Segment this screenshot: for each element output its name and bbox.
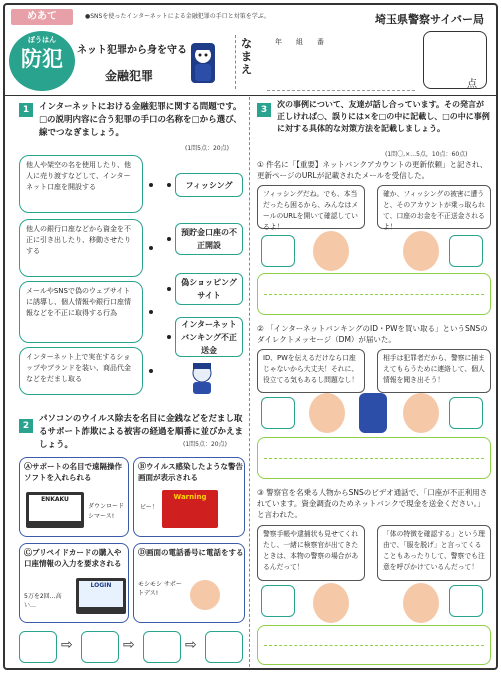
score-unit: 点 [467, 79, 477, 90]
answer-card-bank-transfer[interactable]: インターネットバンキング不正送金 [175, 317, 243, 357]
police-mascot-icon [359, 393, 387, 433]
case2-judge-box-left[interactable] [261, 397, 295, 429]
girl-icon [313, 231, 349, 271]
choice-d-text: Ⓓ画面の電話番号に電話をする [138, 548, 244, 557]
boy-icon [403, 393, 439, 433]
goal-tag: めあて [11, 9, 73, 25]
logo-text: 防犯 [21, 47, 63, 71]
answer-card-fake-shop[interactable]: 偽ショッピングサイト [175, 273, 243, 305]
order-box-4[interactable] [205, 631, 243, 663]
name-label: なまえ [241, 37, 252, 76]
connect-dot-right-1[interactable] [167, 183, 171, 187]
logo-ruby: ぼうはん [28, 36, 56, 44]
answer-line [264, 294, 484, 295]
choice-c-speech: 5万を2回…高い… [24, 593, 62, 609]
order-box-2[interactable] [81, 631, 119, 663]
choice-d-letter: Ⓓ [138, 548, 146, 557]
connect-dot-right-3[interactable] [167, 287, 171, 291]
score-box[interactable] [423, 31, 487, 89]
choice-a-letter: Ⓐ [24, 462, 32, 471]
case3-description: ③ 警察官を名乗る人物からSNSのビデオ通話で、「口座が不正利用されています。資金調査のためネットバンクで現金を送金ください。」と言われた。 [257, 488, 488, 519]
section1-number: 1 [19, 103, 33, 117]
connect-dot-left-2[interactable] [149, 246, 153, 250]
header-divider [5, 95, 496, 96]
grade-class-number: 年 組 番 [275, 38, 324, 46]
login-screen-text: LOGIN [79, 581, 123, 607]
laptop-screen-text: ENKAKU [29, 495, 81, 521]
login-laptop-icon [76, 578, 126, 614]
connect-dot-left-3[interactable] [149, 310, 153, 314]
choice-a-speech: ダウンロードシマース! [88, 503, 125, 520]
section1-instructions: インターネットにおける金融犯罪に関する問題です。□の説明内容に合う犯罪の手口の名称を□から選び、線でつなぎましょう。 [39, 102, 242, 138]
choice-c[interactable] [19, 543, 129, 623]
choice-b-text: Ⓑウイルス感染したような警告画面が表示される [138, 462, 244, 482]
choice-d-speech: モシモシ サポートデス! [138, 581, 182, 597]
choice-c-text: Ⓒプリペイドカードの購入や口座情報の入力を要求される [24, 548, 122, 568]
connect-dot-left-1[interactable] [149, 183, 153, 187]
answer-line [264, 458, 484, 459]
choice-b-letter: Ⓑ [138, 462, 146, 471]
section2-number: 2 [19, 419, 33, 433]
case3-bubble-left: 警察手帳や逮捕状も見せてくれたし、一緒に検察官が出てきたときは、本物の警察の場合があるんだって！ [257, 525, 365, 581]
case2-description: ② 「インターネットバンキングのID・PWを買い取る」というSNSのダイレクトメッセージ（DM）が届いた。 [257, 324, 488, 344]
name-field[interactable] [267, 49, 415, 91]
girl-icon [403, 583, 439, 623]
boy-icon [403, 231, 439, 271]
section1-points: (1問5点：20点) [185, 145, 229, 152]
description-card-4: インターネット上で実在するショップやブランドを装い、商品代金などをだまし取る [19, 347, 143, 395]
answer-card-phishing[interactable]: フィッシング [175, 173, 243, 197]
case2-answer-area[interactable] [257, 437, 491, 479]
order-box-1[interactable] [19, 631, 57, 663]
arrow-right-icon: ⇨ [61, 637, 73, 653]
case2-bubble-right: 相手は犯罪者だから、警察に捕まえてもらうために連絡して、個人情報を聞き出そう！ [377, 349, 491, 393]
case2-judge-box-right[interactable] [449, 397, 483, 429]
case1-answer-area[interactable] [257, 273, 491, 315]
case3-bubble-right: 「体の特徴を確認する」という理由で、「服を脱げ」と言ってくることもあったりして、警察でも注意を呼びかけているんだって！ [377, 525, 491, 581]
case3-answer-area[interactable] [257, 625, 491, 665]
choice-b[interactable] [133, 457, 245, 537]
case1-judge-box-left[interactable] [261, 235, 295, 267]
connect-dot-right-2[interactable] [167, 237, 171, 241]
title-line1: ネット犯罪から身を守る [77, 45, 187, 56]
section2-points: (1問5点：20点) [183, 441, 227, 448]
section3-points: (1問〇,×…5点，10点：60点) [385, 151, 468, 158]
police-mascot-icon [187, 361, 217, 395]
answer-card-account-fraud[interactable]: 預貯金口座の不正開設 [175, 223, 243, 255]
section3-instructions: 次の事例について、友達が話し合っています。その発言が正しければ○、誤りには×を□の中に記載し、□の中に事例に対する具体的な対策方法を記載しましょう。 [277, 100, 490, 133]
boy-icon [309, 393, 345, 433]
description-card-2: 他人の銀行口座などから資金を不正に引き出したり、移動させたりする [19, 219, 143, 277]
arrow-right-icon: ⇨ [185, 637, 197, 653]
description-card-1: 他人や架空の名を使用したり、他人に売り渡すなどして、インターネット口座を開設する [19, 155, 143, 213]
bouhan-logo [9, 31, 75, 91]
section2-instructions: パソコンのウイルス除去を名目に金銭などをだまし取るサポート詐欺による被害の経過を順番に並びかえましょう。 [39, 414, 244, 450]
description-card-3: メールやSNSで偽のウェブサイトに誘導し、個人情報や銀行口座情報などを不正に取得する行為 [19, 281, 143, 343]
choice-d[interactable] [133, 543, 245, 623]
woman-on-phone-icon [190, 580, 220, 610]
case3-judge-box-right[interactable] [449, 585, 483, 617]
case3-judge-box-left[interactable] [261, 585, 295, 617]
case1-bubble-right: 確か、フィッシングの被害に遭うと、そのアカウントが乗っ取られて、口座のお金を不正送金されるよ！ [377, 185, 491, 229]
choice-a-text: Ⓐサポートの名目で遠隔操作ソフトを入れられる [24, 462, 122, 482]
police-mascot-icon [191, 43, 215, 83]
choice-b-speech: ビー！ [140, 504, 158, 511]
title-line2: 金融犯罪 [105, 69, 154, 83]
worksheet [3, 3, 498, 670]
connect-dot-right-4[interactable] [167, 335, 171, 339]
case1-description: ① 件名に「【重要】ネットバンクアカウントの更新依頼」と記され、更新ページのURLが記載されたメールを受信した。 [257, 160, 488, 180]
connect-dot-left-4[interactable] [149, 369, 153, 373]
section3-number: 3 [257, 103, 271, 117]
choice-a[interactable] [19, 457, 129, 537]
case2-bubble-left: ID、PWを伝えるだけなら口座じゃないから大丈夫！それに、役立てる気もあるし問題なし！ [257, 349, 365, 393]
case1-bubble-left: フィッシングだね。でも、本当だったら困るから、みんなはメールのURLを開いて確認しているよ！ [257, 185, 365, 229]
arrow-right-icon: ⇨ [123, 637, 135, 653]
laptop-icon [26, 492, 84, 528]
girl-icon [313, 583, 349, 623]
goal-text: ●SNSを使ったインターネットによる金融犯罪の手口と対策を学ぶ。 [85, 13, 270, 20]
answer-line [264, 645, 484, 646]
order-box-3[interactable] [143, 631, 181, 663]
column-divider [249, 97, 250, 667]
warning-screen: Warning [162, 490, 218, 528]
case1-judge-box-right[interactable] [449, 235, 483, 267]
organization-name: 埼玉県警察サイバー局 [375, 13, 485, 26]
choice-c-letter: Ⓒ [24, 548, 32, 557]
